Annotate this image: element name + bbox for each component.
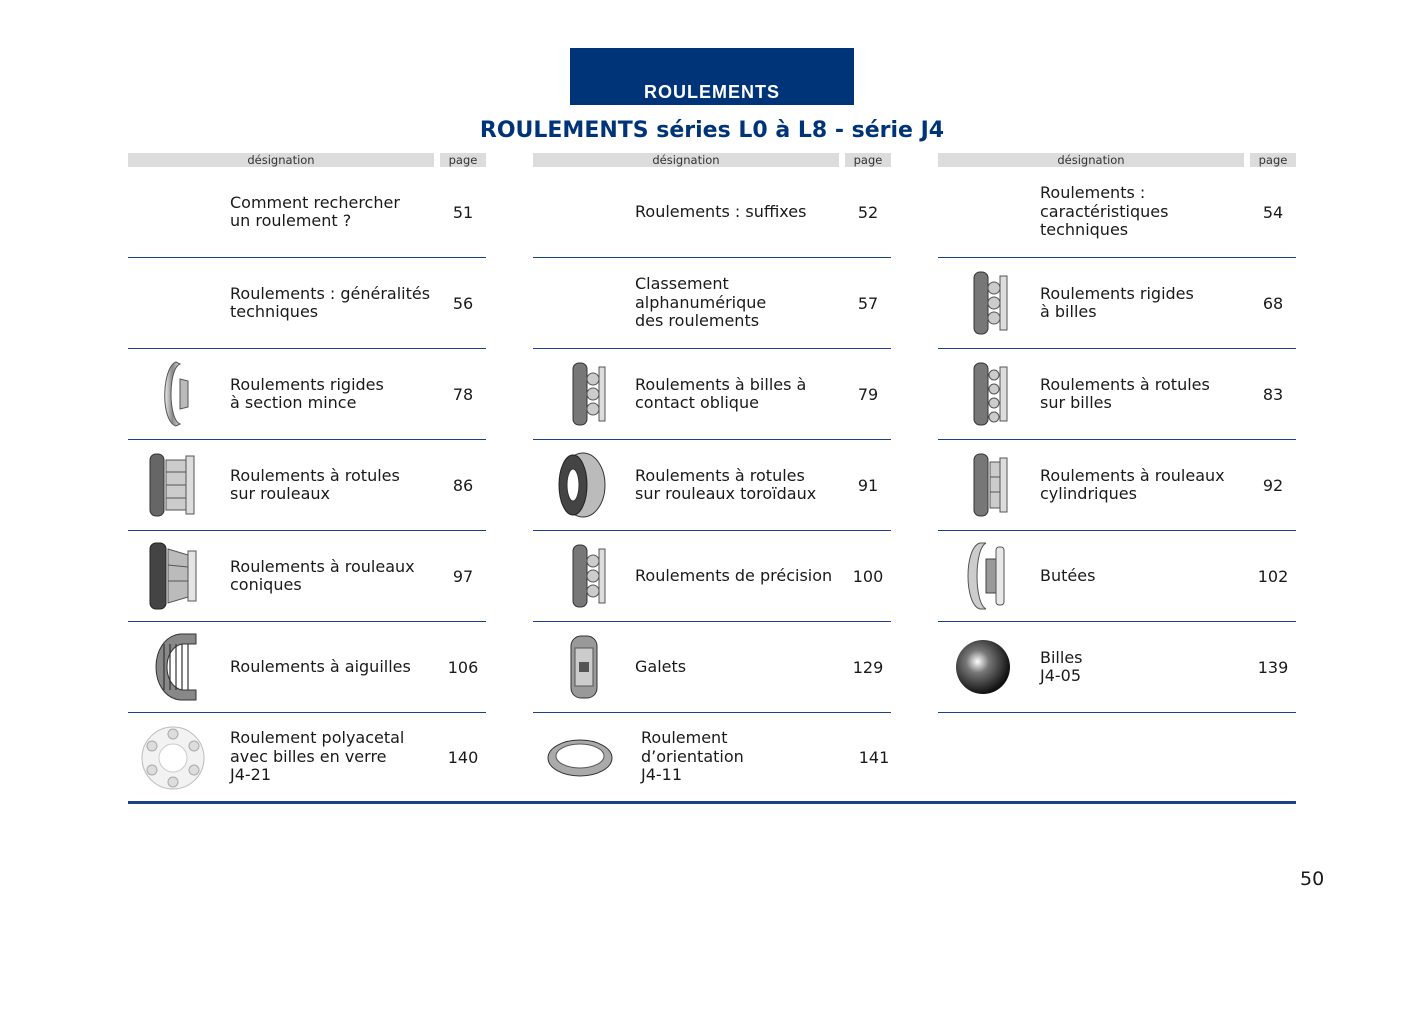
row-label: Roulements rigides à section mince: [230, 374, 384, 412]
index-row[interactable]: [533, 713, 891, 804]
self-aligning-ball-bearing-icon: [950, 359, 1016, 429]
page-header: page: [845, 153, 891, 167]
row-page: 100: [852, 566, 884, 586]
row-label: Roulements à rotules sur rouleaux toroïdaux: [635, 465, 817, 503]
index-row[interactable]: [533, 167, 891, 258]
index-row[interactable]: [938, 440, 1296, 531]
cylindrical-roller-bearing-icon: [950, 450, 1016, 520]
ball-icon: [950, 632, 1016, 702]
row-page: 78: [452, 384, 474, 404]
row-page: 56: [452, 293, 474, 313]
slewing-ring-icon: [537, 723, 623, 793]
index-row[interactable]: [938, 349, 1296, 440]
row-label: Roulements à rouleaux coniques: [230, 556, 415, 594]
toroidal-roller-bearing-icon: [545, 450, 611, 520]
thrust-bearing-icon: [950, 541, 1016, 611]
bottom-rule: [128, 801, 1296, 804]
index-row[interactable]: [128, 349, 486, 440]
column-header: [128, 153, 486, 167]
row-label: Roulements rigides à billes: [1040, 283, 1194, 321]
row-page: 57: [857, 293, 879, 313]
row-page: 140: [447, 747, 479, 767]
row-page: 52: [857, 202, 879, 222]
row-label: Roulements à rouleaux cylindriques: [1040, 465, 1225, 503]
page-header: page: [1250, 153, 1296, 167]
index-row[interactable]: [938, 258, 1296, 349]
index-row[interactable]: [533, 622, 891, 713]
row-label: Comment rechercher un roulement ?: [230, 192, 400, 230]
row-page: 68: [1262, 293, 1284, 313]
row-label: Roulement polyacetal avec billes en verre J4-21: [230, 728, 405, 785]
index-row[interactable]: [128, 622, 486, 713]
section-label: ROULEMENTS: [644, 82, 780, 102]
index-row[interactable]: [938, 622, 1296, 713]
row-page: 54: [1262, 202, 1284, 222]
index-row[interactable]: [938, 167, 1296, 258]
row-page: 92: [1262, 475, 1284, 495]
track-roller-icon: [545, 632, 611, 702]
row-label: Roulements de précision: [635, 565, 833, 585]
section-banner: [570, 48, 854, 105]
row-page: 129: [852, 657, 884, 677]
tapered-roller-bearing-icon: [140, 541, 206, 611]
index-row[interactable]: [938, 531, 1296, 622]
row-page: 51: [452, 202, 474, 222]
column-3: [938, 153, 1296, 713]
row-page: 83: [1262, 384, 1284, 404]
row-page: 91: [857, 475, 879, 495]
designation-header: désignation: [533, 153, 839, 167]
column-header: [938, 153, 1296, 167]
column-2: [533, 153, 891, 804]
index-row[interactable]: [128, 167, 486, 258]
row-label: Roulements : suffixes: [635, 201, 807, 221]
row-label: Galets: [635, 656, 687, 676]
row-label: Billes J4-05: [1040, 647, 1083, 685]
row-page: 139: [1257, 657, 1289, 677]
row-page: 79: [857, 384, 879, 404]
page-title: ROULEMENTS séries L0 à L8 - série J4: [479, 118, 945, 143]
precision-bearing-icon: [545, 541, 611, 611]
row-label: Butées: [1040, 565, 1096, 585]
polyacetal-bearing-icon: [140, 723, 206, 793]
row-label: Roulements : généralités techniques: [230, 283, 431, 321]
row-label: Roulements à rotules sur rouleaux: [230, 465, 400, 503]
column-header: [533, 153, 891, 167]
needle-bearing-icon: [140, 632, 206, 702]
row-label: Classement alphanumérique des roulements: [635, 274, 767, 331]
row-label: Roulement d’orientation J4-11: [641, 728, 744, 785]
row-page: 97: [452, 566, 474, 586]
angular-contact-bearing-icon: [545, 359, 611, 429]
column-1: [128, 153, 486, 804]
index-row[interactable]: [128, 258, 486, 349]
index-row[interactable]: [128, 440, 486, 531]
index-row[interactable]: [533, 440, 891, 531]
page-number: 50: [1300, 868, 1325, 890]
row-label: Roulements : caractéristiques techniques: [1040, 183, 1169, 240]
index-row[interactable]: [128, 713, 486, 804]
row-page: 106: [447, 657, 479, 677]
page-header: page: [440, 153, 486, 167]
designation-header: désignation: [128, 153, 434, 167]
index-row[interactable]: [533, 349, 891, 440]
spherical-roller-bearing-icon: [140, 450, 206, 520]
row-label: Roulements à aiguilles: [230, 656, 411, 676]
row-page: 141: [858, 747, 890, 767]
index-row[interactable]: [533, 258, 891, 349]
designation-header: désignation: [938, 153, 1244, 167]
row-label: Roulements à rotules sur billes: [1040, 374, 1210, 412]
thin-section-bearing-icon: [140, 359, 206, 429]
index-row[interactable]: [533, 531, 891, 622]
index-row[interactable]: [128, 531, 486, 622]
deep-groove-bearing-icon: [950, 268, 1016, 338]
row-page: 86: [452, 475, 474, 495]
row-page: 102: [1257, 566, 1289, 586]
row-label: Roulements à billes à contact oblique: [635, 374, 807, 412]
